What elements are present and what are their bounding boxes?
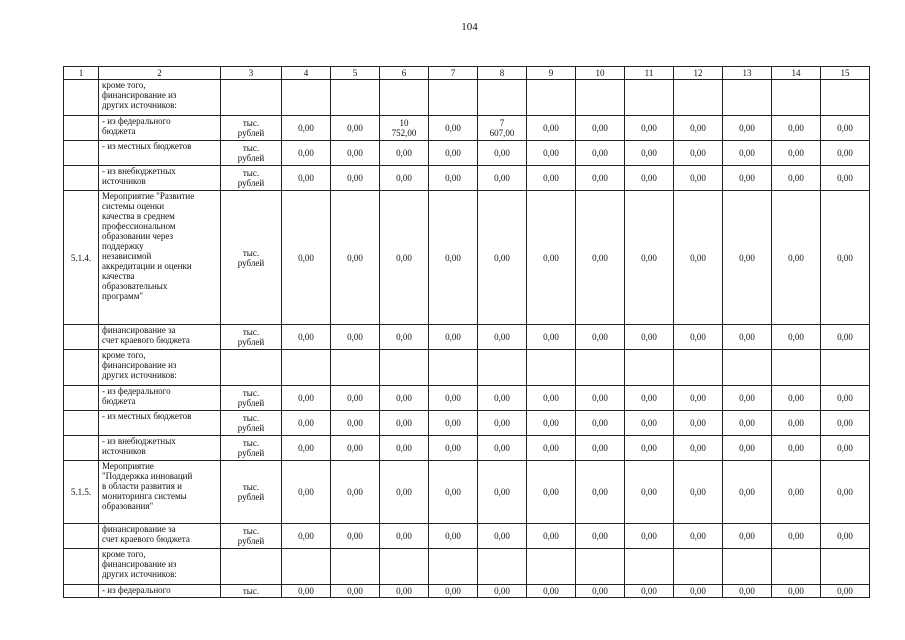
column-header: 15: [821, 67, 870, 80]
value-cell: 0,00: [772, 325, 821, 350]
value-cell: 0,00: [576, 411, 625, 436]
table-row: [64, 166, 870, 191]
table-row: [64, 191, 870, 325]
value-cell: 0,00: [429, 386, 478, 411]
value-cell: [527, 80, 576, 116]
value-cell: [380, 549, 429, 585]
value-cell: 0,00: [478, 524, 527, 549]
value-cell: 0,00: [723, 116, 772, 141]
row-label: - из внебюджетных источников: [99, 166, 221, 191]
row-unit: тыс. рублей: [221, 325, 282, 350]
value-cell: 0,00: [331, 585, 380, 598]
row-unit: тыс. рублей: [221, 386, 282, 411]
value-cell: [821, 549, 870, 585]
value-cell: 0,00: [527, 585, 576, 598]
value-cell: 0,00: [821, 524, 870, 549]
value-cell: 0,00: [282, 166, 331, 191]
row-code: [64, 325, 99, 350]
value-cell: [576, 80, 625, 116]
value-cell: 7 607,00: [478, 116, 527, 141]
column-header: 13: [723, 67, 772, 80]
row-code: [64, 549, 99, 585]
value-cell: 0,00: [282, 585, 331, 598]
table-row: [64, 549, 870, 585]
value-cell: 0,00: [429, 585, 478, 598]
value-cell: 0,00: [576, 386, 625, 411]
value-cell: 0,00: [821, 325, 870, 350]
value-cell: 0,00: [625, 166, 674, 191]
row-unit: [221, 350, 282, 386]
column-header: 4: [282, 67, 331, 80]
row-label: кроме того, финансирование из других источников:: [99, 350, 221, 386]
column-header: 2: [99, 67, 221, 80]
row-code: [64, 436, 99, 461]
row-code: [64, 411, 99, 436]
column-header: 7: [429, 67, 478, 80]
value-cell: 0,00: [625, 386, 674, 411]
value-cell: 0,00: [331, 461, 380, 524]
value-cell: 0,00: [821, 585, 870, 598]
value-cell: 0,00: [821, 411, 870, 436]
value-cell: 0,00: [527, 386, 576, 411]
value-cell: 0,00: [429, 141, 478, 166]
value-cell: 0,00: [723, 166, 772, 191]
value-cell: 0,00: [429, 524, 478, 549]
value-cell: 0,00: [331, 325, 380, 350]
value-cell: [527, 549, 576, 585]
value-cell: 0,00: [625, 116, 674, 141]
value-cell: 0,00: [625, 585, 674, 598]
value-cell: 0,00: [478, 141, 527, 166]
value-cell: 0,00: [674, 436, 723, 461]
value-cell: [478, 80, 527, 116]
row-code: [64, 166, 99, 191]
row-label: финансирование за счет краевого бюджета: [99, 524, 221, 549]
value-cell: 0,00: [674, 191, 723, 325]
row-unit: тыс. рублей: [221, 411, 282, 436]
value-cell: 0,00: [282, 325, 331, 350]
value-cell: 0,00: [282, 191, 331, 325]
value-cell: 0,00: [527, 524, 576, 549]
value-cell: 0,00: [380, 141, 429, 166]
value-cell: 0,00: [723, 461, 772, 524]
value-cell: 0,00: [282, 411, 331, 436]
value-cell: 0,00: [429, 436, 478, 461]
row-unit: тыс.: [221, 585, 282, 598]
row-label: Мероприятие "Поддержка инноваций в области развития и мониторинга системы образования": [99, 461, 221, 524]
row-label: кроме того, финансирование из других источников:: [99, 549, 221, 585]
value-cell: 0,00: [576, 325, 625, 350]
value-cell: 0,00: [380, 585, 429, 598]
value-cell: [723, 549, 772, 585]
value-cell: 0,00: [429, 411, 478, 436]
value-cell: 0,00: [576, 524, 625, 549]
value-cell: 0,00: [429, 461, 478, 524]
column-header: 12: [674, 67, 723, 80]
value-cell: 0,00: [625, 436, 674, 461]
column-header: 9: [527, 67, 576, 80]
row-code: 5.1.4.: [64, 191, 99, 325]
value-cell: [429, 549, 478, 585]
value-cell: 0,00: [331, 141, 380, 166]
row-unit: тыс. рублей: [221, 524, 282, 549]
row-code: [64, 524, 99, 549]
value-cell: 0,00: [527, 191, 576, 325]
value-cell: [527, 350, 576, 386]
value-cell: 0,00: [429, 116, 478, 141]
value-cell: 0,00: [625, 461, 674, 524]
value-cell: 0,00: [576, 585, 625, 598]
value-cell: 0,00: [772, 191, 821, 325]
value-cell: 0,00: [282, 141, 331, 166]
row-unit: тыс. рублей: [221, 166, 282, 191]
value-cell: 0,00: [576, 166, 625, 191]
value-cell: [723, 80, 772, 116]
value-cell: [821, 350, 870, 386]
row-unit: тыс. рублей: [221, 461, 282, 524]
value-cell: 0,00: [674, 166, 723, 191]
row-label: кроме того, финансирование из других источников:: [99, 80, 221, 116]
value-cell: 0,00: [723, 585, 772, 598]
value-cell: 0,00: [625, 524, 674, 549]
value-cell: 0,00: [331, 191, 380, 325]
value-cell: 0,00: [674, 461, 723, 524]
value-cell: 0,00: [282, 436, 331, 461]
value-cell: 0,00: [380, 325, 429, 350]
column-header: 11: [625, 67, 674, 80]
value-cell: 0,00: [429, 166, 478, 191]
value-cell: 0,00: [821, 386, 870, 411]
value-cell: [723, 350, 772, 386]
table-row: [64, 325, 870, 350]
budget-table: [63, 66, 870, 598]
value-cell: 0,00: [429, 325, 478, 350]
value-cell: 0,00: [576, 461, 625, 524]
value-cell: 0,00: [282, 524, 331, 549]
value-cell: [576, 350, 625, 386]
value-cell: [625, 350, 674, 386]
value-cell: 0,00: [674, 386, 723, 411]
value-cell: 0,00: [674, 141, 723, 166]
value-cell: 0,00: [282, 116, 331, 141]
value-cell: 0,00: [674, 411, 723, 436]
value-cell: 0,00: [380, 524, 429, 549]
value-cell: [625, 549, 674, 585]
value-cell: 0,00: [674, 325, 723, 350]
row-unit: [221, 549, 282, 585]
value-cell: 0,00: [625, 191, 674, 325]
column-header: 6: [380, 67, 429, 80]
value-cell: 0,00: [527, 141, 576, 166]
column-header: 3: [221, 67, 282, 80]
value-cell: 0,00: [478, 461, 527, 524]
value-cell: 0,00: [674, 524, 723, 549]
row-label: - из внебюджетных источников: [99, 436, 221, 461]
value-cell: 0,00: [331, 116, 380, 141]
value-cell: 0,00: [674, 585, 723, 598]
value-cell: 0,00: [772, 166, 821, 191]
value-cell: 0,00: [331, 411, 380, 436]
table-row: [64, 585, 870, 598]
value-cell: [674, 80, 723, 116]
table-row: [64, 350, 870, 386]
value-cell: 0,00: [821, 116, 870, 141]
column-header: 8: [478, 67, 527, 80]
value-cell: 0,00: [821, 166, 870, 191]
row-code: [64, 116, 99, 141]
value-cell: 0,00: [478, 325, 527, 350]
value-cell: 0,00: [478, 166, 527, 191]
row-label: финансирование за счет краевого бюджета: [99, 325, 221, 350]
value-cell: [772, 350, 821, 386]
row-label: - из федерального бюджета: [99, 116, 221, 141]
value-cell: [429, 350, 478, 386]
column-header: 14: [772, 67, 821, 80]
value-cell: 0,00: [478, 411, 527, 436]
value-cell: 0,00: [821, 461, 870, 524]
value-cell: 0,00: [527, 116, 576, 141]
value-cell: 0,00: [527, 436, 576, 461]
value-cell: 0,00: [478, 191, 527, 325]
value-cell: 0,00: [380, 411, 429, 436]
value-cell: 0,00: [821, 191, 870, 325]
table-row: [64, 141, 870, 166]
value-cell: 0,00: [772, 386, 821, 411]
value-cell: 0,00: [282, 386, 331, 411]
value-cell: 0,00: [625, 325, 674, 350]
column-header: 1: [64, 67, 99, 80]
table-row: [64, 524, 870, 549]
value-cell: 0,00: [772, 436, 821, 461]
value-cell: 0,00: [527, 166, 576, 191]
value-cell: 0,00: [772, 141, 821, 166]
row-code: [64, 386, 99, 411]
value-cell: [576, 549, 625, 585]
value-cell: [821, 80, 870, 116]
row-unit: тыс. рублей: [221, 191, 282, 325]
value-cell: 0,00: [527, 411, 576, 436]
row-label: - из федерального: [99, 585, 221, 598]
value-cell: [625, 80, 674, 116]
value-cell: 0,00: [723, 141, 772, 166]
row-label: - из федерального бюджета: [99, 386, 221, 411]
value-cell: [429, 80, 478, 116]
value-cell: 10 752,00: [380, 116, 429, 141]
value-cell: 0,00: [723, 524, 772, 549]
row-unit: тыс. рублей: [221, 436, 282, 461]
value-cell: 0,00: [331, 386, 380, 411]
value-cell: 0,00: [625, 411, 674, 436]
value-cell: 0,00: [576, 141, 625, 166]
value-cell: 0,00: [380, 191, 429, 325]
value-cell: 0,00: [576, 116, 625, 141]
row-unit: тыс. рублей: [221, 116, 282, 141]
row-label: - из местных бюджетов: [99, 411, 221, 436]
value-cell: 0,00: [723, 191, 772, 325]
value-cell: [331, 80, 380, 116]
value-cell: [282, 350, 331, 386]
value-cell: [772, 549, 821, 585]
value-cell: 0,00: [478, 436, 527, 461]
value-cell: 0,00: [527, 461, 576, 524]
row-code: 5.1.5.: [64, 461, 99, 524]
value-cell: [478, 350, 527, 386]
table-row: [64, 116, 870, 141]
table-row: [64, 461, 870, 524]
value-cell: 0,00: [331, 524, 380, 549]
table-row: [64, 411, 870, 436]
value-cell: 0,00: [723, 386, 772, 411]
value-cell: 0,00: [478, 386, 527, 411]
value-cell: [380, 350, 429, 386]
value-cell: 0,00: [723, 325, 772, 350]
value-cell: 0,00: [380, 461, 429, 524]
value-cell: [478, 549, 527, 585]
row-unit: [221, 80, 282, 116]
value-cell: 0,00: [331, 436, 380, 461]
value-cell: 0,00: [723, 436, 772, 461]
value-cell: [282, 80, 331, 116]
value-cell: 0,00: [331, 166, 380, 191]
value-cell: 0,00: [674, 116, 723, 141]
row-code: [64, 80, 99, 116]
value-cell: 0,00: [772, 585, 821, 598]
column-header: 10: [576, 67, 625, 80]
value-cell: [674, 549, 723, 585]
table-header-row: [64, 67, 870, 80]
value-cell: 0,00: [380, 166, 429, 191]
value-cell: 0,00: [380, 386, 429, 411]
value-cell: 0,00: [282, 461, 331, 524]
table-row: [64, 436, 870, 461]
value-cell: 0,00: [527, 325, 576, 350]
value-cell: 0,00: [576, 436, 625, 461]
row-code: [64, 141, 99, 166]
value-cell: 0,00: [772, 524, 821, 549]
column-header: 5: [331, 67, 380, 80]
value-cell: [380, 80, 429, 116]
value-cell: 0,00: [772, 411, 821, 436]
row-code: [64, 585, 99, 598]
value-cell: 0,00: [772, 116, 821, 141]
row-label: Мероприятие "Развитие системы оценки качества в среднем профессиональном образовании через поддержку независимой аккредитации и оценки качества образовательных программ": [99, 191, 221, 325]
value-cell: [772, 80, 821, 116]
value-cell: 0,00: [821, 436, 870, 461]
value-cell: [674, 350, 723, 386]
row-unit: тыс. рублей: [221, 141, 282, 166]
value-cell: [331, 350, 380, 386]
value-cell: [282, 549, 331, 585]
value-cell: 0,00: [478, 585, 527, 598]
table-row: [64, 386, 870, 411]
value-cell: 0,00: [821, 141, 870, 166]
value-cell: 0,00: [723, 411, 772, 436]
page-number: 104: [461, 21, 478, 33]
row-code: [64, 350, 99, 386]
value-cell: 0,00: [625, 141, 674, 166]
value-cell: 0,00: [380, 436, 429, 461]
row-label: - из местных бюджетов: [99, 141, 221, 166]
value-cell: 0,00: [576, 191, 625, 325]
table-row: [64, 80, 870, 116]
value-cell: 0,00: [772, 461, 821, 524]
value-cell: [331, 549, 380, 585]
value-cell: 0,00: [429, 191, 478, 325]
